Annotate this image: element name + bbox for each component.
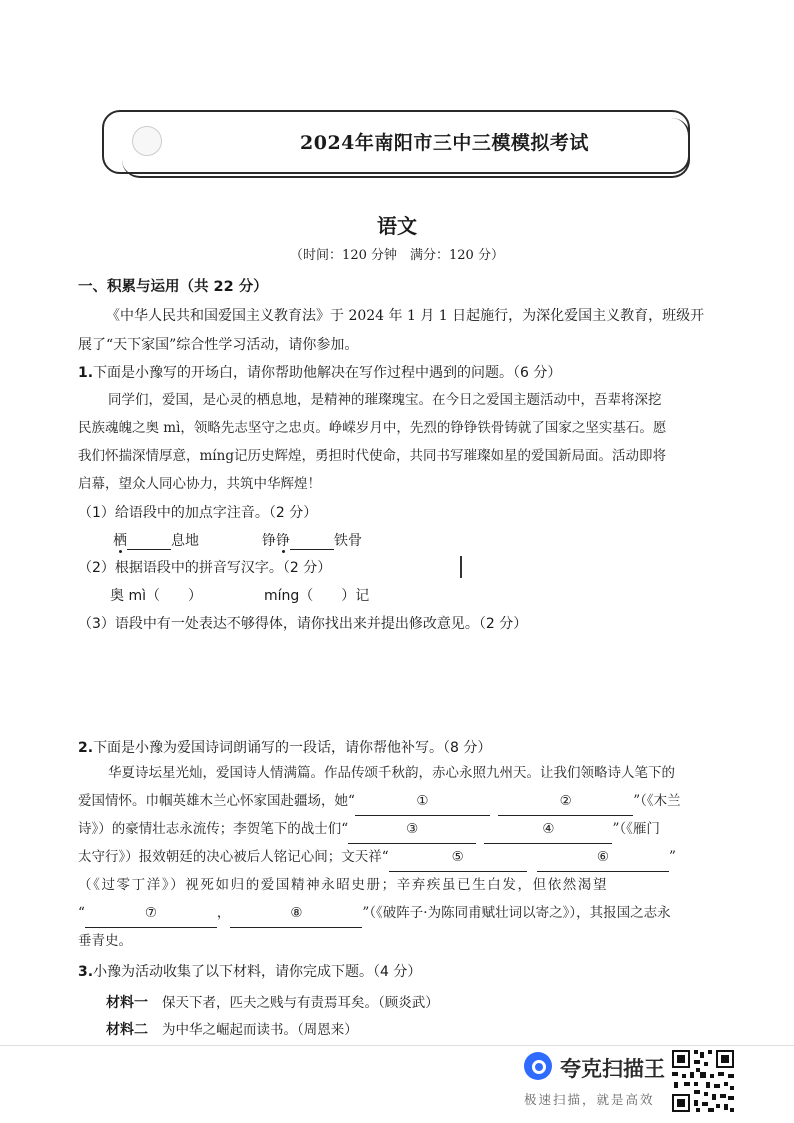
passage-line-3: 我们怀揣深情厚意，míng记历史辉煌，勇担时代使命，共同书写璀璨如星的爱国新局面。活动即将: [78, 448, 666, 464]
question-number: 2.: [78, 740, 94, 756]
binding-hole: [132, 126, 162, 156]
question-number: 3.: [78, 964, 94, 980]
question-stem: 下面是小豫为爱国诗词朗诵写的一段话，请你帮他补写。（8 分）: [93, 740, 492, 756]
blank-1[interactable]: ①: [355, 788, 490, 816]
text: ”（《雁门: [612, 821, 660, 837]
question-stem: 小豫为活动收集了以下材料，请你完成下题。（4 分）: [93, 964, 422, 980]
q2-line-6: [78, 900, 671, 928]
material-2: [106, 1018, 358, 1039]
hanzi-item-a[interactable]: 奥 mì（ ）: [110, 588, 202, 604]
q2-line-4: [78, 844, 676, 872]
quark-logo-icon: [524, 1052, 552, 1080]
text: ，: [216, 905, 231, 921]
question-3: [78, 961, 421, 981]
time-info: （时间：120 分钟 满分：120 分）: [290, 248, 504, 263]
text: 爱国情怀。巾帼英雄木兰心怀家国赴疆场，她“: [78, 793, 355, 809]
dotted-char: 栖: [113, 533, 127, 549]
answer-blank[interactable]: [290, 533, 334, 550]
material-label: 材料一: [106, 995, 148, 1011]
question-number: 1.: [78, 365, 94, 381]
blank-8[interactable]: ⑧: [230, 900, 362, 928]
material-text: 保天下者，匹夫之贱与有责焉耳矣。（顾炎武）: [162, 995, 439, 1011]
word-prefix: 铮: [262, 533, 276, 549]
section-title: 一、积累与运用（共 22 分）: [78, 279, 268, 295]
blank-2[interactable]: ②: [498, 788, 633, 816]
text: 诗》）的豪情壮志永流传；李贺笔下的战士们“: [78, 821, 349, 837]
exam-title: 2024年南阳市三中三模模拟考试: [300, 132, 589, 154]
q2-line-1: 华夏诗坛星光灿，爱国诗人情满篇。作品传颂千秋韵，赤心永照九州天。让我们领略诗人笔下的: [108, 765, 675, 781]
word-rest: 铁骨: [334, 533, 362, 549]
sub-question-2: （2）根据语段中的拼音写汉字。（2 分）: [78, 560, 332, 576]
brand-tagline: 极速扫描，就是高效: [524, 1092, 655, 1107]
sub-question-1: （1）给语段中的加点字注音。（2 分）: [78, 505, 318, 521]
q2-line-5: （《过零丁洋》）视死如归的爱国精神永昭史册；辛弃疾虽已生白发，但依然渴望: [78, 877, 609, 893]
hanzi-item-b[interactable]: míng（ ）记: [264, 588, 370, 604]
text: ”（《破阵子·为陈同甫赋壮词以寄之》），其报国之志永: [362, 905, 671, 921]
blank-4[interactable]: ④: [484, 816, 612, 844]
blank-6[interactable]: ⑥: [537, 844, 669, 872]
answer-blank[interactable]: [127, 533, 171, 550]
material-label: 材料二: [106, 1022, 148, 1038]
material-text: 为中华之崛起而读书。（周恩来）: [162, 1022, 358, 1038]
qr-code-icon: [670, 1048, 736, 1114]
blank-7[interactable]: ⑦: [85, 900, 217, 928]
text: 太守行》）报效朝廷的决心被后人铭记心间；文天祥“: [78, 849, 389, 865]
question-1: [78, 362, 561, 382]
pinyin-item-b: [262, 530, 362, 550]
intro-line-2: 展了“天下家国”综合性学习活动，请你参加。: [78, 337, 359, 353]
text: ”: [668, 849, 676, 865]
sub-question-3: （3）语段中有一处表达不够得体，请你找出来并提出修改意见。（2 分）: [78, 616, 528, 632]
blank-3[interactable]: ③: [348, 816, 476, 844]
dotted-char: 铮: [276, 533, 290, 549]
blank-5[interactable]: ⑤: [389, 844, 527, 872]
scan-mark: [460, 556, 462, 578]
text: “: [78, 905, 85, 921]
passage-line-4: 启幕，望众人同心协力，共筑中华辉煌！: [78, 476, 321, 492]
q2-line-3: [78, 816, 660, 844]
material-1: [106, 991, 439, 1012]
q2-line-7: 垂青史。: [78, 933, 132, 949]
subject-title: 语文: [377, 214, 417, 238]
question-stem: 下面是小豫写的开场白，请你帮助他解决在写作过程中遇到的问题。（6 分）: [93, 365, 562, 381]
text: ”（《木兰: [633, 793, 681, 809]
word-rest: 息地: [171, 533, 199, 549]
pinyin-item-a: [113, 530, 199, 550]
footer-divider: [0, 1045, 794, 1046]
intro-line-1: 《中华人民共和国爱国主义教育法》于 2024 年 1 月 1 日起施行，为深化爱国主义教育，班级开: [106, 308, 705, 324]
passage-line-1: 同学们，爱国，是心灵的栖息地，是精神的璀璨瑰宝。在今日之爱国主题活动中，吾辈将深挖: [108, 392, 662, 408]
brand-name: 夸克扫描王: [560, 1057, 665, 1081]
question-2: [78, 737, 491, 757]
passage-line-2: 民族魂魄之奥 mì，领略先志坚守之忠贞。峥嵘岁月中，先烈的铮铮铁骨铸就了国家之坚实基石。愿: [78, 420, 667, 436]
q2-line-2: [78, 788, 681, 816]
